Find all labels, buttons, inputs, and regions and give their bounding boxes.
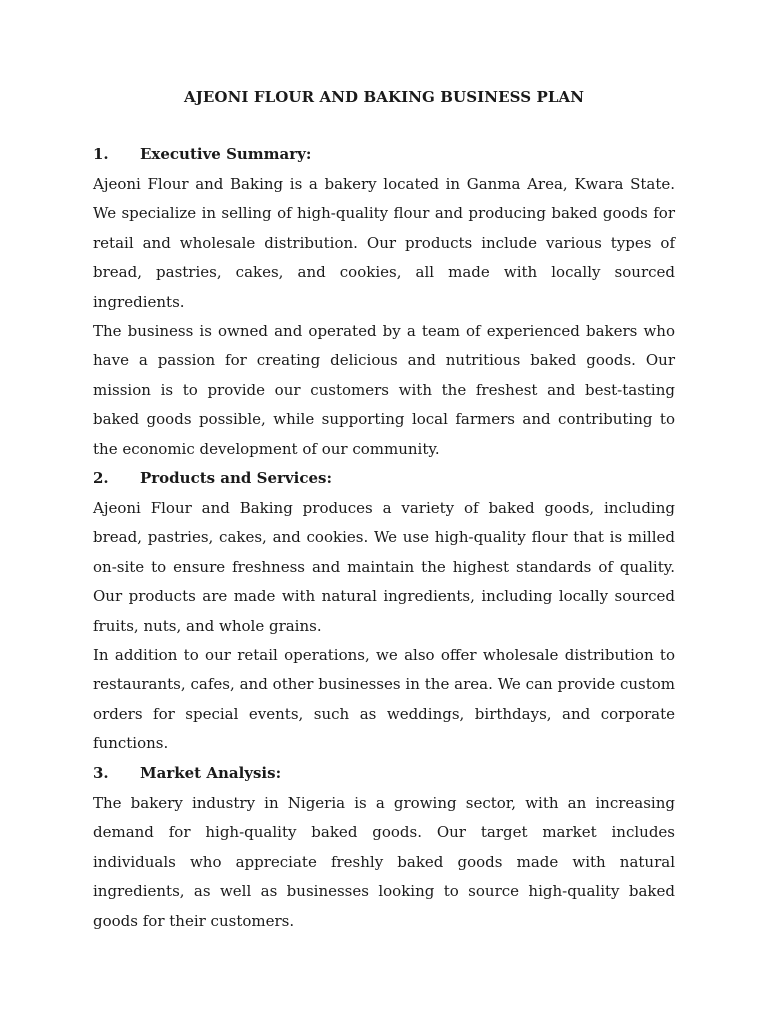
- section-title: Executive Summary:: [140, 145, 312, 163]
- section-heading: [93, 467, 675, 494]
- section-title: Products and Services:: [140, 469, 332, 487]
- section-heading: [93, 762, 675, 789]
- paragraph: Ajeoni Flour and Baking is a bakery located in Ganma Area, Kwara State. We specialize in selling of high-quality flour and producing baked goods for retail and wholesale distribution. Our products include various types of bread, pastries, cakes, and cookies, all made with locally sourced ingredients.: [93, 175, 675, 311]
- paragraph: In addition to our retail operations, we also offer wholesale distribution to restaurants, cafes, and other businesses in the area. We can provide custom orders for special events, such as weddings, birthdays, and corporate functions.: [93, 646, 675, 753]
- paragraph: Ajeoni Flour and Baking produces a variety of baked goods, including bread, pastries, cakes, and cookies. We use high-quality flour that is milled on-site to ensure freshness and maintain the highest standards of quality. Our products are made with natural ingredients, including locally sourced fruits, nuts, and whole grains.: [93, 499, 675, 635]
- section-market-analysis: [93, 762, 675, 936]
- section-number: 3.: [93, 764, 109, 782]
- section-title: Market Analysis:: [140, 764, 282, 782]
- section-executive-summary: [93, 143, 675, 464]
- document-title: AJEONI FLOUR AND BAKING BUSINESS PLAN: [183, 88, 585, 106]
- section-number: 1.: [93, 145, 109, 163]
- section-heading: [93, 143, 675, 170]
- section-number: 2.: [93, 469, 109, 487]
- paragraph: The business is owned and operated by a team of experienced bakers who have a passion for creating delicious and nutritious baked goods. Our mission is to provide our customers with the freshest and best-tasting baked goods possible, while supporting local farmers and contributing to the economic development of our community.: [93, 322, 675, 458]
- section-products-and-services: [93, 467, 675, 759]
- paragraph: The bakery industry in Nigeria is a growing sector, with an increasing demand for high-quality baked goods. Our target market includes individuals who appreciate freshly baked goods made with natural ingredients, as well as businesses looking to source high-quality baked goods for their customers.: [93, 794, 675, 930]
